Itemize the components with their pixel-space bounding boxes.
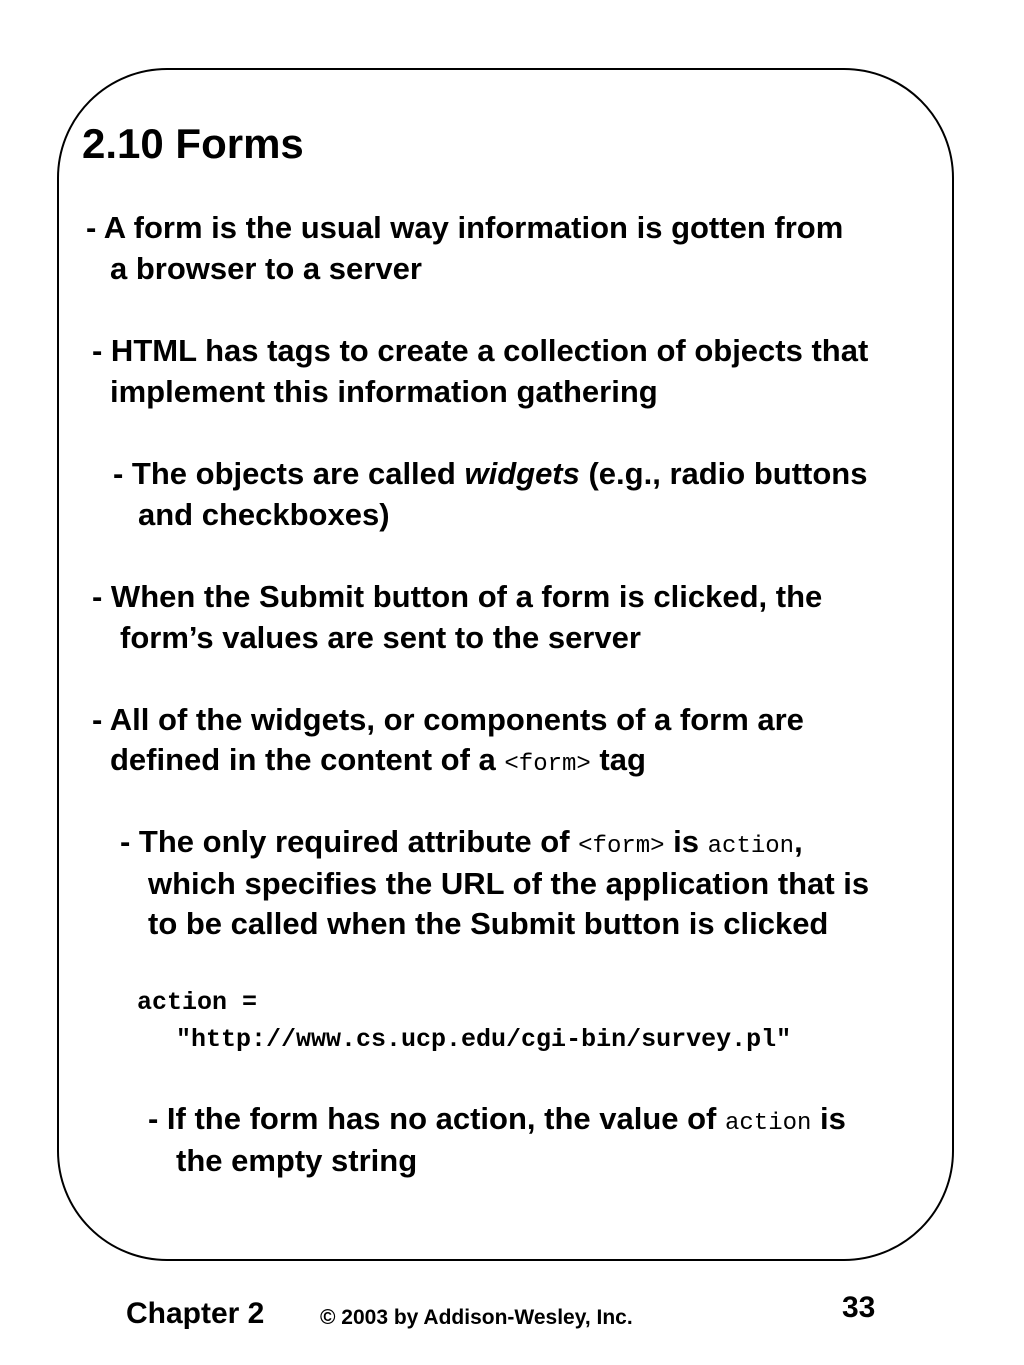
bullet-line: - A form is the usual way information is gotten from	[86, 210, 844, 245]
code-form-tag: <form>	[578, 833, 665, 860]
page-number: 33	[842, 1291, 876, 1324]
text-run: - The only required attribute of	[120, 824, 579, 859]
text-run: ,	[794, 824, 803, 859]
bullet-line: - All of the widgets, or components of a form are	[92, 702, 804, 737]
bullet-line: the empty string	[176, 1143, 418, 1178]
code-action: action	[707, 833, 795, 860]
text-run: is	[664, 824, 708, 859]
code-action: action	[725, 1110, 812, 1137]
bullet-line	[120, 823, 803, 866]
code-line: "http://www.cs.ucp.edu/cgi-bin/survey.pl"	[176, 1025, 792, 1054]
text-run: - The objects are called	[113, 456, 465, 491]
text-run: - If the form has no action, the value of	[148, 1101, 725, 1136]
text-run: defined in the content of a	[110, 742, 505, 777]
text-run: is	[811, 1101, 846, 1136]
bullet-line: a browser to a server	[110, 251, 422, 286]
bullet-line: implement this information gathering	[110, 374, 658, 409]
footer-chapter: Chapter 2	[126, 1297, 265, 1330]
bullet-line	[110, 741, 646, 784]
text-run: tag	[590, 742, 646, 777]
bullet-line	[113, 455, 867, 493]
bullet-line: which specifies the URL of the application that is	[148, 866, 870, 901]
code-line: action =	[137, 988, 258, 1017]
text-run: (e.g., radio buttons	[579, 456, 868, 491]
bullet-line: form’s values are sent to the server	[120, 620, 641, 655]
bullet-line: and checkboxes)	[138, 497, 390, 532]
bullet-line: - HTML has tags to create a collection of objects that	[92, 333, 869, 368]
emphasis-widgets: widgets	[464, 456, 580, 491]
bullet-line	[148, 1100, 846, 1143]
bullet-line: - When the Submit button of a form is clicked, the	[92, 579, 823, 614]
bullet-line: to be called when the Submit button is clicked	[148, 906, 829, 941]
slide-title: 2.10 Forms	[82, 120, 304, 167]
footer-copyright: © 2003 by Addison-Wesley, Inc.	[320, 1306, 633, 1329]
code-form-tag: <form>	[504, 751, 591, 778]
